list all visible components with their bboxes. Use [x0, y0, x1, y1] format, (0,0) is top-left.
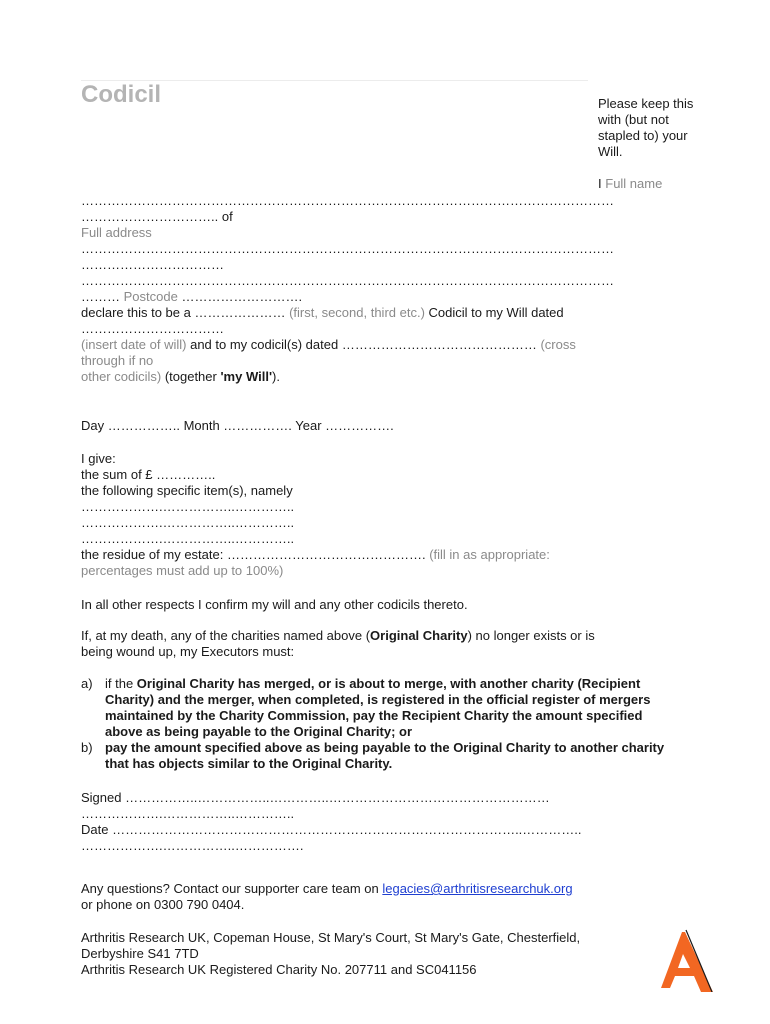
- contact-phone: or phone on 0300 790 0404.: [81, 897, 245, 912]
- cross-hint-1: (cross: [540, 337, 576, 352]
- signature-block: [81, 790, 681, 854]
- together-pre: (together: [161, 369, 221, 384]
- gift-items-label: the following specific item(s), namely: [81, 483, 293, 498]
- cross-hint-3: other codicils): [81, 369, 162, 384]
- signed-dots[interactable]: ……………….……………..…………..: [81, 806, 295, 821]
- charity-post: ) no longer exists or is: [467, 628, 595, 643]
- list-item-pre: if the: [105, 676, 137, 691]
- list-item: [81, 740, 681, 772]
- address-dots-line-2[interactable]: ……………………………: [81, 257, 224, 272]
- residue-pre: the residue of my estate: ……………………………………….: [81, 547, 430, 562]
- address-line-2: Derbyshire S41 7TD: [81, 946, 199, 961]
- date-line[interactable]: Day …………….. Month ……………. Year …………….: [81, 418, 394, 433]
- executor-instructions-list: [81, 676, 681, 772]
- gift-items-dots-2[interactable]: ……………….……………..…………..: [81, 515, 295, 530]
- gift-block: [81, 451, 681, 579]
- contact-pre: Any questions? Contact our supporter care team on: [81, 881, 383, 896]
- cross-hint-2: through if no: [81, 353, 154, 368]
- storage-note: Please keep this with (but not stapled to) your Will.: [598, 96, 694, 159]
- list-item-text: pay the amount specified above as being payable to the Original Charity to another charity that has objects similar to the Original Charity.: [105, 740, 665, 771]
- declare-hint: (first, second, third etc.): [289, 305, 425, 320]
- charity-pre: If, at my death, any of the charities named above (: [81, 628, 371, 643]
- codicils-text: and to my codicil(s) dated ………………………………………: [186, 337, 541, 352]
- postcode-hint: Postcode: [123, 289, 178, 304]
- email-link[interactable]: legacies@arthritisresearchuk.org: [382, 881, 573, 896]
- address-dots-line-1[interactable]: ……………………………………………………………………………………………………………: [81, 241, 614, 256]
- residue-hint-2: percentages must add up to 100%): [81, 563, 284, 578]
- address-dots-line-3[interactable]: ……………………………………………………………………………………………………………: [81, 273, 614, 288]
- signed-line[interactable]: Signed ……………..……………..…………..……………………………………………: [81, 790, 550, 805]
- sign-date-line[interactable]: Date …………………………………………………………………………………..…………..: [81, 822, 582, 837]
- gift-items-dots-1[interactable]: ……………….……………..…………..: [81, 499, 295, 514]
- insert-date-hint: (insert date of will): [81, 337, 187, 352]
- my-will-term: 'my Will': [220, 369, 273, 384]
- together-line: [81, 369, 681, 385]
- residue-hint-1: (fill in as appropriate:: [429, 547, 550, 562]
- will-date-dots[interactable]: ……………………………: [81, 321, 224, 336]
- postcode-line[interactable]: [81, 289, 681, 305]
- together-post: ).: [272, 369, 280, 384]
- document-title: Codicil: [81, 81, 162, 108]
- declare-pre: declare this to be a …………………: [81, 305, 290, 320]
- list-marker: b): [81, 740, 93, 755]
- list-marker: a): [81, 676, 93, 691]
- postcode-dots-pre: ………: [81, 289, 124, 304]
- residue-line[interactable]: [81, 547, 681, 563]
- name-dots-of[interactable]: ………………………….. of: [81, 209, 233, 224]
- sign-date-dots[interactable]: ……………….……………..…………….: [81, 838, 304, 853]
- codicils-line[interactable]: [81, 337, 681, 353]
- gift-items-dots-3[interactable]: ……………….……………..…………..: [81, 531, 295, 546]
- declare-line[interactable]: [81, 305, 681, 321]
- name-label: [598, 176, 718, 192]
- original-charity-term: Original Charity: [370, 628, 468, 643]
- postcode-dots-post: ……………………….: [177, 289, 303, 304]
- confirm-text: In all other respects I confirm my will and any other codicils thereto.: [81, 597, 468, 612]
- arthritis-research-logo-icon: [661, 928, 713, 992]
- i-give-label: I give:: [81, 451, 116, 466]
- full-name-hint: Full name: [605, 176, 663, 191]
- contact-block: [81, 881, 681, 913]
- full-address-hint: Full address: [81, 225, 152, 240]
- gift-sum-line[interactable]: the sum of £ …………..: [81, 467, 216, 482]
- declare-post: Codicil to my Will dated: [424, 305, 564, 320]
- list-item: [81, 676, 681, 740]
- address-line-1: Arthritis Research UK, Copeman House, St Mary's Court, St Mary's Gate, Chesterfield,: [81, 930, 581, 945]
- charity-paragraph: [81, 628, 681, 660]
- address-line-3: Arthritis Research UK Registered Charity No. 207711 and SC041156: [81, 962, 477, 977]
- list-item-text: Original Charity has merged, or is about to merge, with another charity (Recipient Charity) and the merger, when completed, is registered in the official register of mergers maintained by the Charity Commission, pay the Recipient Charity the amount specified above as being payable to the Original Charity; or: [105, 676, 651, 739]
- charity-line2: being wound up, my Executors must:: [81, 644, 295, 659]
- name-dots-line[interactable]: ……………………………………………………………………………………………………………: [81, 193, 614, 208]
- i-label: I: [598, 176, 602, 191]
- name-address-block: [81, 193, 681, 385]
- address-block: [81, 930, 681, 978]
